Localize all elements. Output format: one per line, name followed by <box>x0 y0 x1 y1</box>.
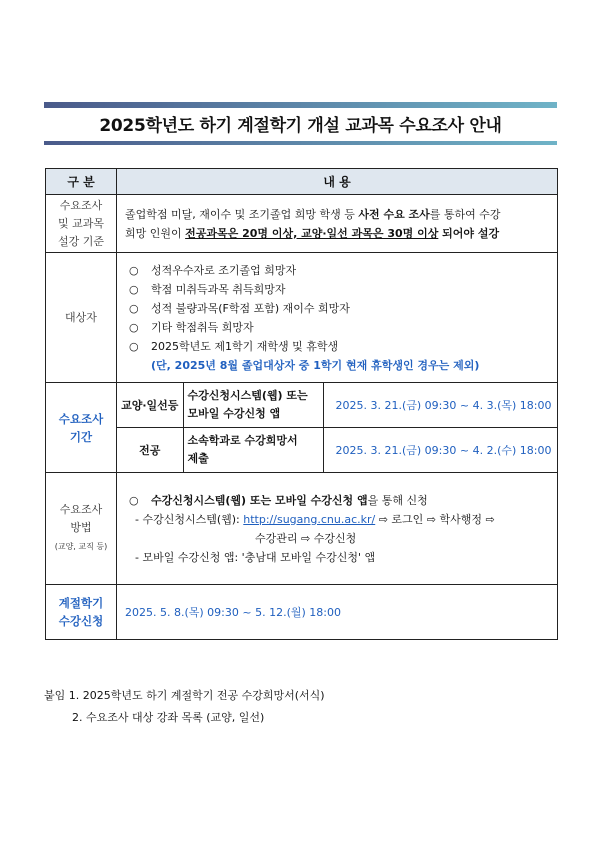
method-web-label: - 수강신청시스템(웹): <box>135 512 244 526</box>
attachment-2: 2. 수요조사 대상 강좌 목록 (교양, 일선) <box>72 711 265 724</box>
criteria-content <box>117 195 558 253</box>
info-table <box>45 168 558 640</box>
registration-label-line2: 수강신청 <box>58 614 104 628</box>
period-method <box>183 428 323 473</box>
registration-label-line1: 계절학기 <box>58 596 104 610</box>
target-item-text: 성적 불량과목(F학점 포함) 재이수 희망자 <box>151 301 350 315</box>
period-date: 2025. 3. 21.(금) 09:30 ~ 4. 2.(수) 18:00 <box>335 444 552 457</box>
attachments <box>44 685 325 729</box>
period-label-line2: 기간 <box>69 429 93 444</box>
criteria-label-line2: 및 교과목 <box>57 216 104 230</box>
period-method-line1: 소속학과로 수강희망서 <box>187 434 298 447</box>
period-date: 2025. 3. 21.(금) 09:30 ~ 4. 3.(목) 18:00 <box>323 383 557 428</box>
criteria-row <box>46 195 558 253</box>
bullet-icon: ○ <box>129 282 139 296</box>
header-category: 구 분 <box>46 169 117 195</box>
period-method-line1: 수강신청시스템(웹) 또는 <box>187 389 308 402</box>
period-method <box>183 383 323 428</box>
criteria-label <box>46 195 117 253</box>
attachment-1: 붙임 1. 2025학년도 하기 계절학기 전공 수강희망서(서식) <box>44 689 325 702</box>
target-item <box>125 261 549 280</box>
target-item-text: 성적우수자로 조기졸업 희망자 <box>151 263 297 277</box>
criteria-text-3: 를 통하여 수강 <box>429 207 501 221</box>
method-row <box>46 473 558 585</box>
target-item <box>125 280 549 299</box>
period-kind: 교양·일선등 <box>117 383 183 428</box>
sugang-link[interactable]: http://sugang.cnu.ac.kr/ <box>243 512 376 526</box>
bullet-icon: ○ <box>129 301 139 315</box>
period-label <box>46 383 117 473</box>
period-label-line1: 수요조사 <box>58 411 104 426</box>
period-method-line2: 제출 <box>187 452 209 465</box>
registration-label <box>46 585 117 640</box>
period-method-line2: 모바일 수강신청 앱 <box>187 407 281 420</box>
period-subtable <box>117 383 557 472</box>
bullet-icon: ○ <box>129 493 139 507</box>
period-row <box>46 383 558 473</box>
method-label <box>46 473 117 585</box>
target-item <box>125 318 549 337</box>
period-kind: 전공 <box>117 428 183 473</box>
target-item-text: 학점 미취득과목 취득희망자 <box>151 282 286 296</box>
criteria-threshold: 전공과목은 20명 이상, 교양·일선 과목은 30명 이상 <box>185 226 439 240</box>
method-label-line2: 방법 <box>70 521 92 534</box>
period-subrow <box>117 383 557 428</box>
method-label-line3: (교양, 교직 등) <box>54 542 108 551</box>
table-header-row <box>46 169 558 195</box>
period-content <box>117 383 558 473</box>
bullet-icon: ○ <box>129 320 139 334</box>
method-highlight: 수강신청시스템(웹) 또는 모바일 수강신청 앱 <box>151 493 368 507</box>
registration-row <box>46 585 558 640</box>
method-line-3: 수강관리 ⇨ 수강신청 <box>255 531 357 545</box>
title-bottom-bar <box>44 141 557 145</box>
method-label-line1: 수요조사 <box>59 503 103 516</box>
bullet-icon: ○ <box>129 263 139 277</box>
target-item-text: 2025학년도 제1학기 재학생 및 휴학생 <box>151 339 339 353</box>
target-content <box>117 253 558 383</box>
criteria-text-1: 졸업학점 미달, 재이수 및 조기졸업 희망 학생 등 <box>125 207 359 221</box>
page-title: 2025학년도 하기 계절학기 개설 교과목 수요조사 안내 <box>99 116 502 136</box>
method-line-4: - 모바일 수강신청 앱: '충남대 모바일 수강신청' 앱 <box>135 550 376 564</box>
criteria-text-4: 희망 인원이 <box>125 226 186 240</box>
criteria-label-line3: 설강 기준 <box>57 234 104 248</box>
header-content: 내 용 <box>117 169 558 195</box>
target-item-text: 기타 학점취득 희망자 <box>151 320 254 334</box>
method-line1-rest: 을 통해 신청 <box>367 493 428 507</box>
target-item <box>125 337 549 356</box>
target-row <box>46 253 558 383</box>
criteria-text-bold: 사전 수요 조사 <box>358 207 430 221</box>
criteria-text-6: 되어야 설강 <box>438 226 500 240</box>
method-line-1 <box>125 491 549 510</box>
bullet-icon: ○ <box>129 339 139 353</box>
registration-date: 2025. 5. 8.(목) 09:30 ~ 5. 12.(월) 18:00 <box>117 585 558 640</box>
method-content <box>117 473 558 585</box>
target-note: (단, 2025년 8월 졸업대상자 중 1학기 현재 휴학생인 경우는 제외) <box>151 358 480 372</box>
criteria-label-line1: 수요조사 <box>59 198 103 212</box>
period-subrow <box>117 428 557 473</box>
method-web-path: ⇨ 로그인 ⇨ 학사행정 ⇨ <box>375 512 495 526</box>
title-top-bar <box>44 102 557 108</box>
method-line-2 <box>125 510 549 529</box>
target-item <box>125 299 549 318</box>
target-label: 대상자 <box>46 253 117 383</box>
